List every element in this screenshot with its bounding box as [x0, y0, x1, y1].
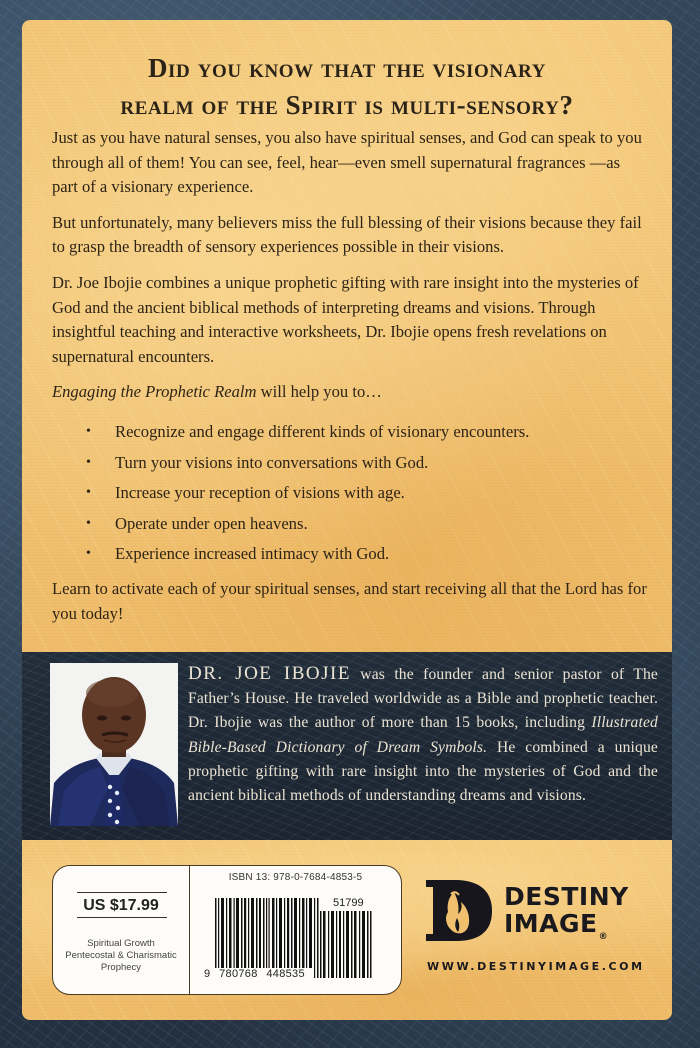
bullet-icon: •: [86, 515, 91, 531]
benefit-item: • Turn your visions into conversations with God.: [52, 451, 648, 476]
publisher-logo: [424, 878, 664, 978]
headline-line-1: Did you know that the visionary: [147, 53, 547, 84]
divider: [77, 892, 167, 893]
barcode-digits: 9 780768 448535: [204, 968, 305, 980]
closing-paragraph: Learn to activate each of your spiritual senses, and start receiving all that the Lord has for you today!: [52, 578, 647, 623]
bullet-icon: •: [86, 423, 91, 439]
headline-line-2: realm of the Spirit is multi-sensory?: [120, 90, 574, 121]
intro-rest: will help you to…: [256, 382, 382, 402]
benefit-item: • Operate under open heavens.: [52, 512, 648, 537]
benefit-item: • Recognize and engage different kinds of visionary encounters.: [52, 420, 648, 445]
category-item: Pentecostal & Charismatic: [65, 950, 177, 962]
category-item: Prophecy: [100, 962, 142, 974]
description-body: [52, 126, 648, 637]
paragraph-author-intro: Dr. Joe Ibojie combines a unique prophetic gifting with rare insight into the mysteries of God and the ancient biblical methods of interpreting dreams and visions. Through insightful teaching and interactive worksheets, Dr. Ibojie opens fresh revelations on supernatural encounters.: [52, 272, 639, 366]
category-list: [53, 938, 189, 975]
author-bio-part-2: He combined a unique prophetic gifting with rare insight into the mysteries of God and the ancient biblical methods of understanding dreams and visions.: [188, 738, 658, 805]
barcode-icon: [215, 898, 320, 978]
intro-line: [52, 380, 648, 405]
benefit-item: • Increase your reception of visions with age.: [52, 481, 648, 506]
destiny-image-d-flame-icon: [424, 878, 494, 943]
author-photo: [50, 663, 178, 826]
headline: [22, 50, 672, 124]
book-title: Engaging the Prophetic Realm: [52, 382, 257, 402]
divider: [77, 917, 167, 918]
price-barcode-label: [52, 865, 402, 995]
bullet-icon: •: [86, 454, 91, 470]
bullet-icon: •: [86, 546, 91, 562]
publisher-url[interactable]: WWW.DESTINYIMAGE.COM: [427, 960, 645, 973]
author-bio: [188, 662, 658, 808]
barcode-box: [190, 866, 401, 994]
price-addon-code: 51799: [333, 897, 364, 909]
benefit-list: [52, 420, 648, 567]
publisher-name: DESTINY IMAGE®: [504, 882, 629, 942]
isbn: ISBN 13: 978-0-7684-4853-5: [228, 872, 363, 883]
author-name: DR. JOE IBOJIE: [188, 663, 351, 684]
benefit-item: • Experience increased intimacy with God.: [52, 542, 648, 567]
featured-book-title: Illustrated Bible-Based Dictionary of Dream Symbols.: [188, 714, 658, 756]
bullet-icon: •: [86, 485, 91, 501]
price-box: [53, 866, 190, 994]
paragraph-believers: But unfortunately, many believers miss the full blessing of their visions because they fail to grasp the breadth of sensory experiences possible in their visions.: [52, 212, 642, 257]
paragraph-senses: Just as you have natural senses, you also have spiritual senses, and God can speak to you through all of them! You can see, feel, hear—even smell supernatural fragrances —as part of a visionary experience.: [52, 128, 642, 197]
author-bio-part-1: was the founder and senior pastor of The Father’s House. He traveled worldwide as a Bible and prophetic teacher. Dr. Ibojie was the author of more than 15 books, including: [188, 666, 658, 732]
price: US $17.99: [83, 897, 159, 914]
addon-barcode-icon: [320, 911, 372, 978]
author-portrait-icon: [50, 663, 178, 826]
category-item: Spiritual Growth: [87, 938, 155, 949]
description-panel: [22, 20, 672, 652]
author-band: [22, 652, 672, 840]
retail-panel: [22, 840, 672, 1020]
registered-mark-icon: ®: [598, 932, 609, 942]
